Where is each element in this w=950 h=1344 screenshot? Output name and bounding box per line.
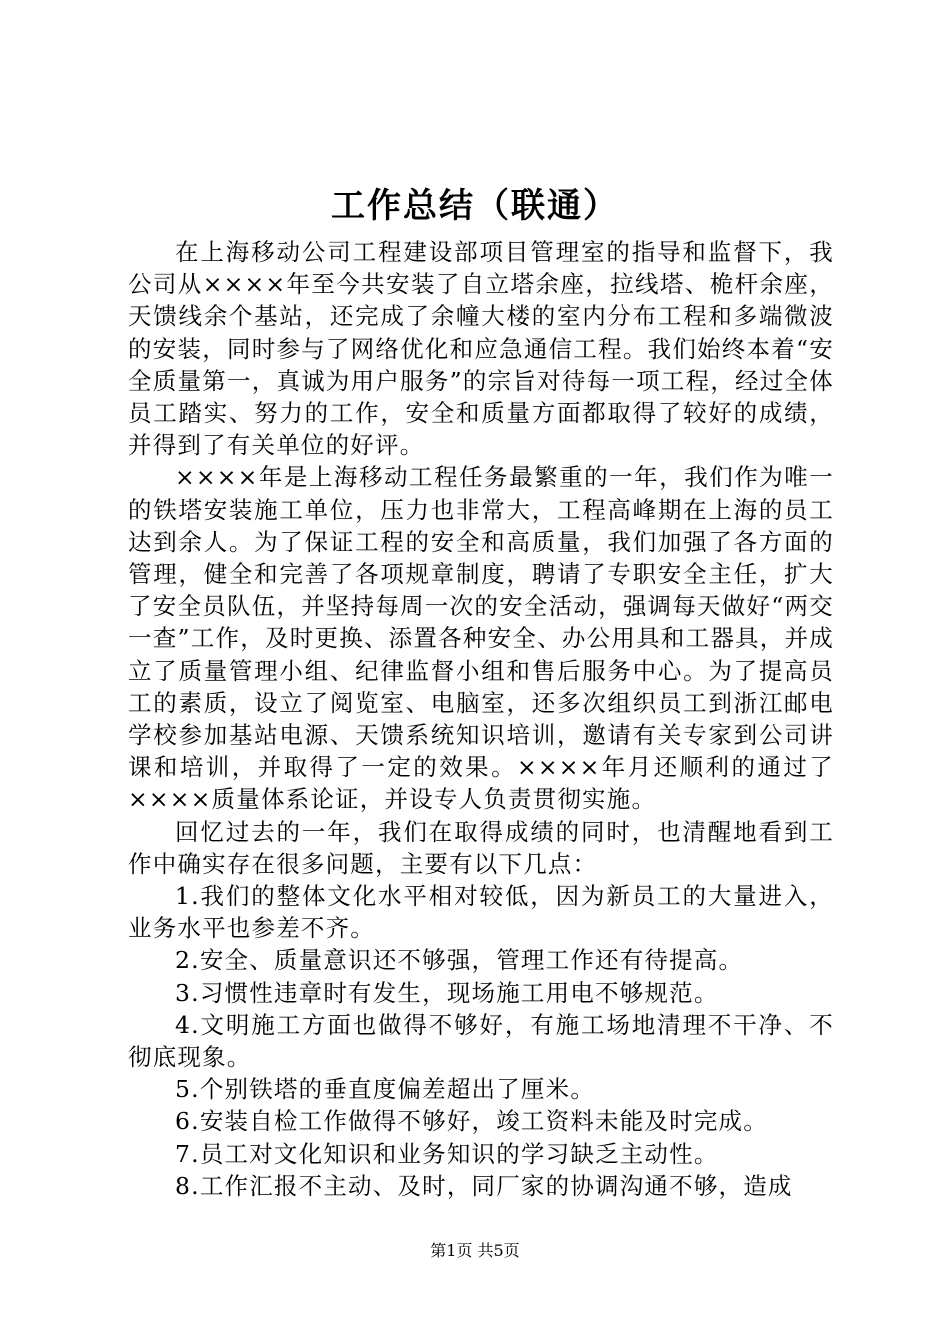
list-item: 7.员工对文化知识和业务知识的学习缺乏主动性。 — [175, 1139, 719, 1168]
list-item: 6.安装自检工作做得不够好，竣工资料未能及时完成。 — [175, 1107, 768, 1136]
list-item: 1.我们的整体文化水平相对较低，因为新员工的大量进入，业务水平也参差不齐。 — [128, 882, 834, 943]
page-footer: 第1页 共5页 — [430, 1241, 520, 1260]
document-title: 工作总结（联通） — [331, 186, 619, 226]
paragraph-2: ××××年是上海移动工程任务最繁重的一年，我们作为唯一的铁塔安装施工单位，压力也非常大，工程高峰期在上海的员工达到余人。为了保证工程的安全和高质量，我们加强了各方面的管理，健全和完善了各项规章制度，聘请了专职安全主任，扩大了安全员队伍，并坚持每周一次的安全活动，强调每天做好“两交一查”工作，及时更换、添置各种安全、办公用具和工器具，并成立了质量管理小组、纪律监督小组和售后服务中心。为了提高员工的素质，设立了阅览室、电脑室，还多次组织员工到浙江邮电学校参加基站电源、天馈系统知识培训，邀请有关专家到公司讲课和培训，并取得了一定的效果。××××年月还顺利的通过了××××质量体系论证，并设专人负责贯彻实施。 — [128, 463, 834, 814]
list-item: 2.安全、质量意识还不够强，管理工作还有待提高。 — [175, 946, 744, 975]
document-body — [128, 236, 834, 1202]
paragraph-1: 在上海移动公司工程建设部项目管理室的指导和监督下，我公司从××××年至今共安装了自立塔余座，拉线塔、桅杆余座，天馈线余个基站，还完成了余幢大楼的室内分布工程和多端微波的安装，同时参与了网络优化和应急通信工程。我们始终本着“安全质量第一，真诚为用户服务”的宗旨对待每一项工程，经过全体员工踏实、努力的工作，安全和质量方面都取得了较好的成绩，并得到了有关单位的好评。 — [128, 238, 834, 460]
list-item: 4.文明施工方面也做得不够好，有施工场地清理不干净、不彻底现象。 — [128, 1010, 834, 1072]
paragraph-3: 回忆过去的一年，我们在取得成绩的同时，也清醒地看到工作中确实存在很多问题，主要有以下几点： — [128, 817, 834, 878]
list-item: 5.个别铁塔的垂直度偏差超出了厘米。 — [175, 1075, 596, 1104]
list-item: 3.习惯性违章时有发生，现场施工用电不够规范。 — [175, 978, 719, 1007]
list-item: 8.工作汇报不主动、及时，同厂家的协调沟通不够，造成 — [175, 1171, 793, 1200]
